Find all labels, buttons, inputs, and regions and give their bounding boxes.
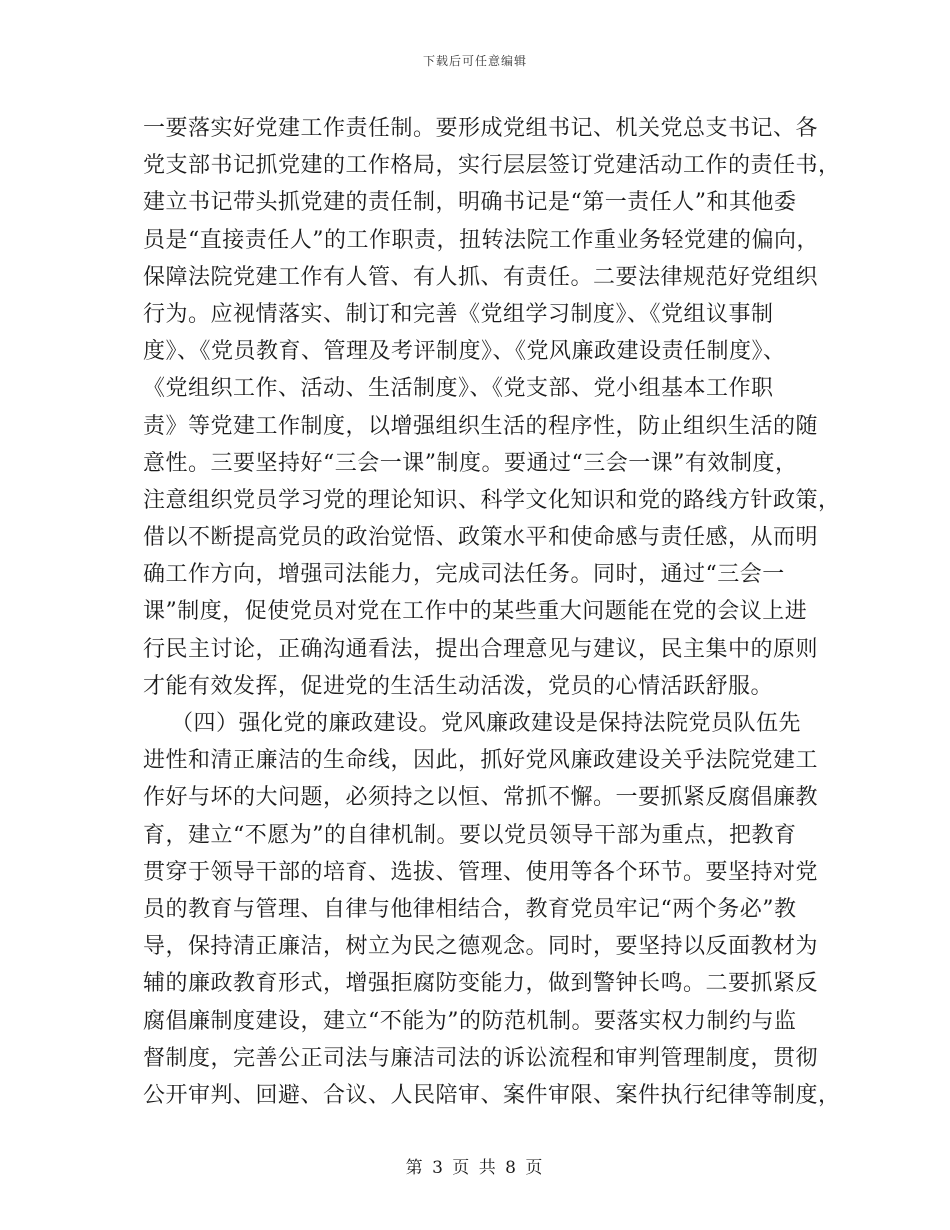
text-line: 督制度，完善公正司法与廉洁司法的诉讼流程和审判管理制度，贯彻 bbox=[143, 1045, 819, 1071]
text-line: 课”制度，促使党员对党在工作中的某些重大问题能在党的会议上进 bbox=[143, 599, 808, 625]
text-line: 行民主讨论，正确沟通看法，提出合理意见与建议，民主集中的原则 bbox=[143, 636, 819, 662]
section-heading-line: （四）强化党的廉政建设。党风廉政建设是保持法院党员队伍先 bbox=[171, 711, 802, 736]
text-line: 作好与坏的大问题，必须持之以恒、常抓不懈。一要抓紧反腐倡廉教 bbox=[143, 785, 819, 811]
text-line: 员的教育与管理、自律与他律相结合，教育党员牢记“两个务必”教 bbox=[143, 896, 797, 922]
text-line: 责》等党建工作制度，以增强组织生活的程序性，防止组织生活的随 bbox=[143, 413, 819, 439]
text-line: 注意组织党员学习党的理论知识、科学文化知识和党的路线方针政策， bbox=[143, 487, 841, 513]
text-line: 导，保持清正廉洁，树立为民之德观念。同时，要坚持以反面教材为 bbox=[143, 934, 819, 960]
text-line: 确工作方向，增强司法能力，完成司法任务。同时，通过“三会一 bbox=[143, 562, 785, 588]
text-line: 育，建立“不愿为”的自律机制。要以党员领导干部为重点，把教育 bbox=[143, 822, 797, 848]
text-line: 进性和清正廉洁的生命线，因此，抓好党风廉政建设关乎法院党建工 bbox=[143, 748, 819, 774]
text-line: 一要落实好党建工作责任制。要形成党组书记、机关党总支书记、各 bbox=[143, 116, 819, 141]
text-line: 意性。三要坚持好“三会一课”制度。要通过“三会一课”有效制度， bbox=[143, 450, 798, 476]
text-line: 贯穿于领导干部的培育、选拔、管理、使用等各个环节。要坚持对党 bbox=[143, 859, 819, 885]
text-line: 才能有效发挥，促进党的生活生动活泼，党员的心情活跃舒服。 bbox=[143, 673, 774, 699]
text-line: 度》、《党员教育、管理及考评制度》、《党风廉政建设责任制度》、 bbox=[143, 339, 786, 365]
text-line: 借以不断提高党员的政治觉悟、政策水平和使命感与责任感，从而明 bbox=[143, 525, 819, 551]
text-line: 行为。应视情落实、制订和完善《党组学习制度》、《党组议事制 bbox=[143, 301, 774, 327]
text-line: 《党组织工作、活动、生活制度》、《党支部、党小组基本工作职 bbox=[143, 376, 774, 402]
text-line: 辅的廉政教育形式，增强拒腐防变能力，做到警钟长鸣。二要抓紧反 bbox=[143, 971, 819, 997]
text-line: 员是“直接责任人”的工作职责，扭转法院工作重业务轻党建的偏向， bbox=[143, 227, 819, 253]
text-line: 建立书记带头抓党建的责任制，明确书记是“第一责任人”和其他委 bbox=[143, 190, 797, 216]
page-number: 第 3 页 共 8 页 bbox=[405, 1158, 545, 1178]
text-line: 保障法院党建工作有人管、有人抓、有责任。二要法律规范好党组织 bbox=[143, 264, 819, 290]
page-header: 下载后可任意编辑 bbox=[422, 54, 527, 68]
text-line: 腐倡廉制度建设，建立“不能为”的防范机制。要落实权力制约与监 bbox=[143, 1008, 797, 1034]
body-text bbox=[143, 110, 841, 1114]
text-line: 公开审判、回避、合议、人民陪审、案件审限、案件执行纪律等制度， bbox=[143, 1082, 841, 1108]
text-line: 党支部书记抓党建的工作格局，实行层层签订党建活动工作的责任书， bbox=[143, 153, 841, 179]
